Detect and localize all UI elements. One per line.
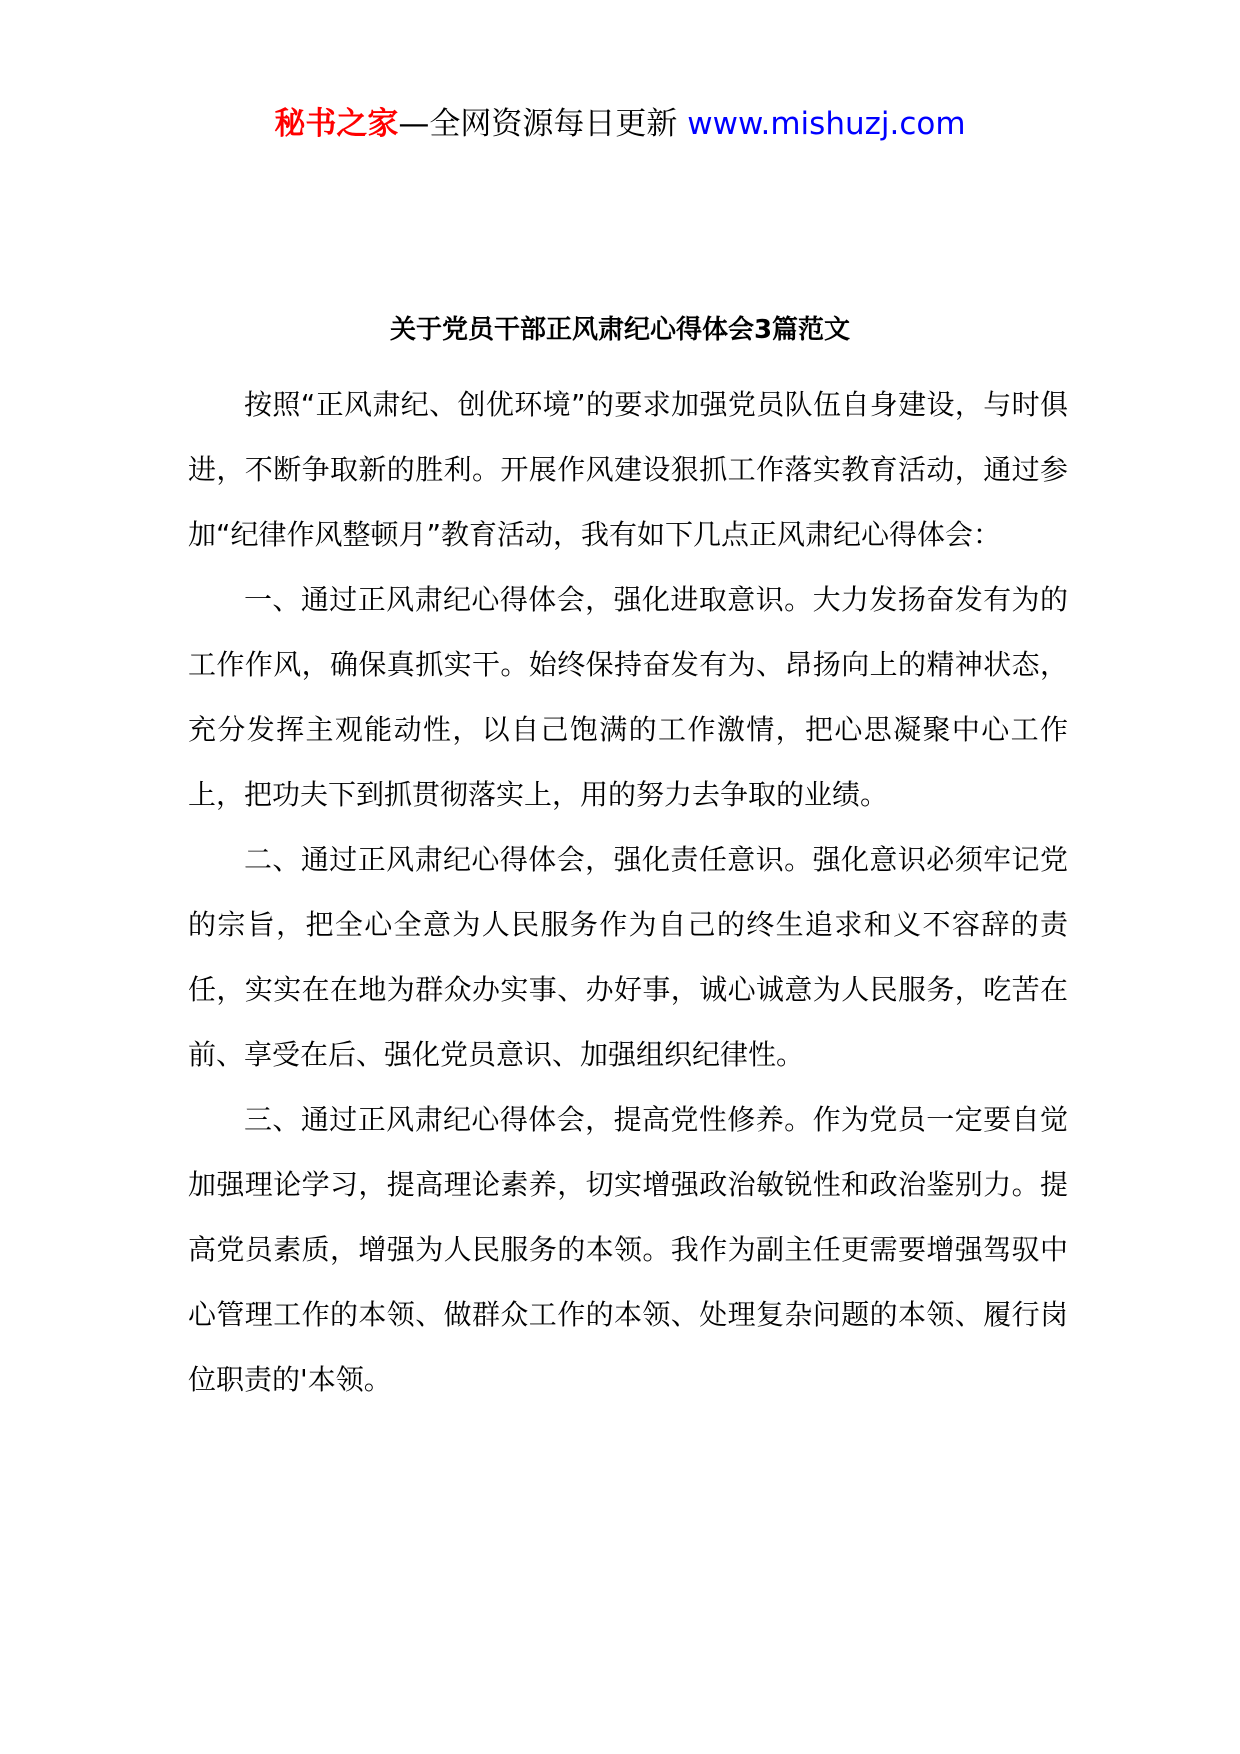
site-brand: 秘书之家 (274, 106, 399, 142)
paragraph-point-2: 二、通过正风肃纪心得体会，强化责任意识。强化意识必须牢记党的宗旨，把全心全意为人民服务作为自己的终生追求和义不容辞的责任，实实在在地为群众办实事、办好事，诚心诚意为人民服务，吃苦在前、享受在后、强化党员意识、加强组织纪律性。 (188, 843, 1068, 1071)
paragraph-intro: 按照“正风肃纪、创优环境”的要求加强党员队伍自身建设，与时俱进，不断争取新的胜利。开展作风建设狠抓工作落实教育活动，通过参加“纪律作风整顿月”教育活动，我有如下几点正风肃纪心得体会： (188, 388, 1068, 551)
site-header (0, 100, 1240, 148)
document-body (188, 372, 1068, 1412)
paragraph-point-1: 一、通过正风肃纪心得体会，强化进取意识。大力发扬奋发有为的工作作风，确保真抓实干。始终保持奋发有为、昂扬向上的精神状态，充分发挥主观能动性，以自己饱满的工作激情，把心思凝聚中心工作上，把功夫下到抓贯彻落实上，用的努力去争取的业绩。 (188, 583, 1068, 811)
site-url-link[interactable]: www.mishuzj.com (687, 106, 966, 142)
document-title: 关于党员干部正风肃纪心得体会3篇范文 (389, 315, 851, 345)
paragraph-point-3: 三、通过正风肃纪心得体会，提高党性修养。作为党员一定要自觉加强理论学习，提高理论素养，切实增强政治敏锐性和政治鉴别力。提高党员素质，增强为人民服务的本领。我作为副主任更需要增强驾驭中心管理工作的本领、做群众工作的本领、处理复杂问题的本领、履行岗位职责的'本领。 (188, 1103, 1068, 1396)
site-tagline: —全网资源每日更新 (398, 106, 688, 142)
